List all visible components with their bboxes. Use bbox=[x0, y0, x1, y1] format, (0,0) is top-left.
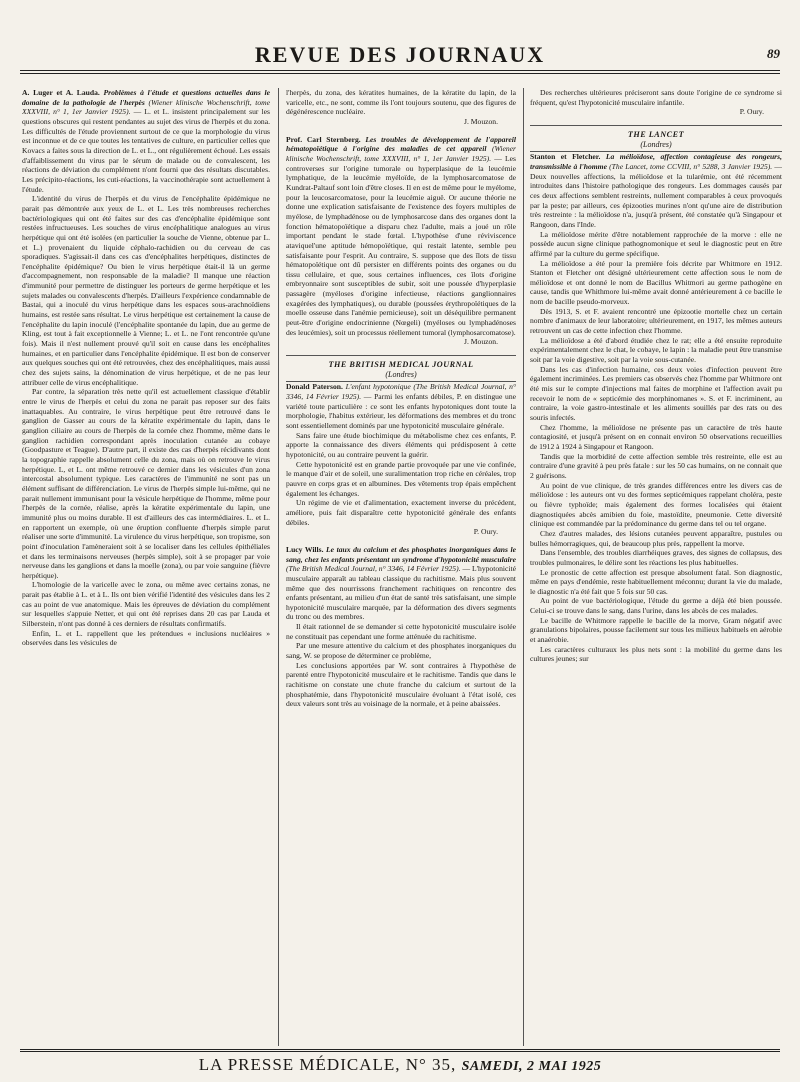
paragraph: La mélioïdose a été pour la première fois décrite par Whitmore en 1912. Stanton et Fletcher ont désigné ultérieurement cette affection sous le nom de mélioïdose et ont donné le nom de Bacillus Whitmori au germe pathogène en cause, tandis que Whithmore lui-même avait donné antérieurement à ce bacille le nom de bacille pseudo-morveux. bbox=[530, 258, 782, 307]
article-title: Les troubles de développement de l'appareil hématopoïétique à l'origine des maladies de cet appareil bbox=[286, 134, 516, 154]
paragraph: Par une mesure attentive du calcium et des phosphates inorganiques du sang, W. se propose de déterminer ce problème, bbox=[286, 641, 516, 661]
column-left bbox=[22, 88, 270, 1046]
journal-section-title: REVUE DES JOURNAUX bbox=[254, 42, 546, 67]
signature: P. Oury. bbox=[473, 527, 498, 537]
column-divider bbox=[523, 88, 524, 1046]
header-rule bbox=[20, 70, 780, 74]
paragraph: L'homologie de la varicelle avec le zona, ou même avec certains zonas, ne parait pas établie à L. et à L. Ils ont bien vérifié l'identité des vésicules dans les 2 cas au point de vue anatomique. Mais les épreuves de déviation du complément sur lesquelles s'appuie Netter, et qui ont été reprises dans 20 cas par Lauda et Silberstein, n'ont pas donné à ces derniers de résultats confirmatifs. bbox=[22, 580, 270, 629]
article-reference: (Wiener klinische Wochenschrift, tome XXXVIII, n° 1, 1er Janvier 1925). bbox=[22, 97, 270, 117]
paragraph: Au point de vue clinique, de très grandes différences entre les divers cas de mélioïdose : les auteurs ont vu des formes septicémiques rappelant choléra, peste ou fièvre typhoïde; mais également des formes localisées qui étaient diagnostiquées abcès amibien du foie, mastoïdite, pneumonie. Cette diversité clinique est commandée par la prédominance du germe dans tel ou tel organe. bbox=[530, 480, 782, 529]
journal-city: (Londres) bbox=[385, 369, 417, 379]
paragraph: Enfin, L. et L. rappellent que les prétendues « inclusions nucléaires » observées dans les vésicules de bbox=[22, 628, 270, 648]
paragraph: Les conclusions apportées par W. sont contraires à l'hypothèse de parenté entre l'hypotonicité musculaire et le rachitisme. Tandis que dans le rachitisme on constate une chute franche du calcium et surtout de la phosphatémie, dans l'hypotonicité musculaire évoluant à l'état isolé, ces deux valeurs sont très au voisinage de la normale, et à peine abaissées. bbox=[286, 660, 516, 709]
paragraph: Sans faire une étude biochimique du métabolisme chez ces enfants, P. apporte la connaissance des divers éléments qui prédisposent à cette hypotonicité, ou au contraire peuvent la guérir. bbox=[286, 430, 516, 459]
paragraph: — Parmi les enfants débiles, P. en distingue une variété toute particulière : ce sont les enfants hypotoniques dont toute la morphologie, l'habitus extérieur, les déformations des membres et du tronc sont essentiellement dominés par une hypotonicité musculaire générale. bbox=[286, 392, 516, 430]
paragraph: Dans l'ensemble, des troubles diarrhéiques graves, des signes de collapsus, des troubles pulmonaires, le délire sont les réactions les plus habituelles. bbox=[530, 548, 782, 567]
article-paterson bbox=[286, 382, 516, 430]
paragraph: Tandis que la morbidité de cette affection semble très restreinte, elle est au contraire d'une gravité à peu près fatale : sur les 50 cas humains, on ne connait que 2 guérisons. bbox=[530, 451, 782, 480]
column-divider bbox=[278, 88, 279, 1046]
article-authors: Stanton et Fletcher. bbox=[530, 152, 601, 162]
article-reference: (The British Medical Journal, n° 3346, 14 Février 1925). bbox=[286, 564, 461, 574]
paragraph: Par contre, la séparation très nette qu'il est actuellement classique d'établir entre le virus de l'herpès et celui du zona ne parait pas reposer sur des faits inattaquables. Au contraire, le virus herpétique peut être retrouvé dans le ganglion de Gasser au cours de la kératite expérimentale du lapin, dans le ganglion ciliaire au cours de l'herpès de la cornée chez l'homme, même dans le ganglion rachidien correspondant après inoculation cutanée au cobaye (Goodpasture et Teague). D'autre part, il existe des cas d'herpès récidivants dont la topographie rappelle absolument celle du zona, mais où on retrouve le virus herpétique. L, et L. ont même retrouvé ce dernier dans les vésicules d'un zona intercostal absolument typique. Les caractères de l'immunité ne sont pas un élément suffisant de différenciation. Le virus de l'herpès simple lui-même, qui ne parait nullement immunisant pour la vésicule herpétique de l'homme, même pour l'herpès de la cornée, réalise, après la kératite expérimentale du lapin, une immunité plus ou moins durable. Il est d'ailleurs des cas intermédiaires. L. et L. en rapportent un exemple, où une éruption confluente d'herpès simple parut réaliser une sorte d'immunité. La virulence du virus herpétique, son tropisme, son point d'inoculation l'amèneraient soit à se localiser dans les cellules épithéliales et dans les terminaisons nerveuses (herpès simple), soit à se propager par voie nerveuse dans les ganglions et dans la moelle (zona), ou par voie sanguine (fièvre herpétique). bbox=[22, 387, 270, 580]
paragraph: Des recherches ultérieures préciseront sans doute l'origine de ce syndrome si fréquent, qu'est l'hypotonicité musculaire infantile. bbox=[530, 88, 782, 107]
paragraph: Un régime de vie et d'alimentation, exactement inverse du précédent, améliore, puis fait disparaître cette hypotonicité générale des enfants débiles. bbox=[286, 498, 516, 527]
article-reference: (Wiener klinische Wochenschrift, tome XXXVIII, n° 1, 1er Janvier 1925). bbox=[286, 144, 516, 163]
paragraph: — Deux nouvelles affections, la mélioïdose et la tularémie, ont été récemment introduites dans l'histoire pathologique des rongeurs. Les dommages causés par ces deux affections semblent restreints, nullement comparables à ceux provoqués par la peste; par ailleurs, ces épizooties murines n'ont qu'une aire de distribution très restreinte : la mélioïdose n'a, jusqu'à présent, été constatée qu'à Singapour et Rangoon, dans l'Inde. bbox=[530, 161, 782, 229]
signature: P. Oury. bbox=[739, 107, 764, 117]
paragraph: — Les controverses sur l'origine tumorale ou hyperplasique de la leucémie lymphatique, de la leucémie myéloïde, de la lymphosarcomatose de Kundrat-Paltauf sont loin d'être closes. Il en est de même pour le myélome, pour la leucosarcomatose, pour la leucémie aiguë. Or aucune théorie ne donne une explication satisfaisante de l'existence des foyers multiples de myélose, de lymphadénose ou de lymphosarcose dans des organes dont la fonction hématopoïétique a disparu chez l'adulte, mais a joué un rôle important pendant le stade fœtal. L'hypothèse d'une réviviscence ataviquel'une aptitude hémopoïétique, qui restait latente, semble peu satisfaisante pour l'esprit. Au contraire, S. suppose que des îlots de tissu hématopoïétique ont dû persister en différents points des organes ou du tissu cellulaire, et que, sous certaines influences, ces îlots d'origine embryonnaire sont susceptibles de subir, soit une poussée d'hyperplasie passagère (myéloses d'origine infectieuse, réactions ganglionnaires exagérées des lymphatiques), ou durable (poussées érythropoïétiques de la moelle osseuse dans l'anémie pernicieuse), soit un déséquilibre permanent peut-être d'origine endocrinienne (Nœgeli) (myéloses ou lymphadénoses des leucémies), soit un processus réellement tumoral (lymphosarcomatose). bbox=[286, 153, 516, 337]
journal-heading-block bbox=[286, 355, 516, 382]
paragraph: Au point de vue bactériologique, l'étude du germe a déjà été bien poussée. Celui-ci se trouve dans le sang, dans l'urine, dans les abcès de ces malades. bbox=[530, 596, 782, 616]
paragraph: La mélioïdose a été d'abord étudiée chez le rat; elle a été ensuite reproduite expérimentalement chez le chat, le cobaye, le lapin : la maladie peut être transmise soit par la voie digestive, soit par la voie sous-cutanée. bbox=[530, 335, 782, 365]
footer-rule bbox=[20, 1049, 780, 1052]
article-title: L'enfant hypotonique bbox=[345, 382, 411, 392]
paragraph: Dès 1913, S. et F. avaient rencontré une épizootie mortelle chez un certain nombre d'animaux de leur laboratoire; ultérieurement, en 1917, les mêmes auteurs retrouvent un cas de cette infection chez l'homme. bbox=[530, 306, 782, 336]
article-sternberg bbox=[286, 135, 516, 338]
article-authors: Lucy Wills. bbox=[286, 544, 324, 554]
article-authors: Donald Paterson. bbox=[286, 382, 343, 392]
journal-name: THE BRITISH MEDICAL JOURNAL bbox=[328, 360, 474, 370]
article-luger-lauda-intro bbox=[22, 88, 270, 194]
paragraph: Le bacille de Whitmore rappelle le bacille de la morve, Gram négatif avec granulations bipolaires, pousse facilement sur tous les milieux habituels en aérobie et anaérobie. bbox=[530, 615, 782, 645]
page-number: 89 bbox=[767, 46, 780, 61]
journal-city: (Londres) bbox=[640, 139, 672, 149]
column-right bbox=[530, 88, 782, 1046]
paragraph: Chez l'homme, la mélioïdose ne présente pas un caractère de très haute contagiosité, et jusqu'à présent on en connait environ 50 observations recueillies de 1912 à 1924 à Singapour et Rangoon. bbox=[530, 422, 782, 451]
paragraph: Il était rationnel de se demander si cette hypotonicité musculaire isolée ne constituait pas cependant une forme atténuée du rachitisme. bbox=[286, 622, 516, 641]
footer-journal: LA PRESSE MÉDICALE, N° 35, bbox=[198, 1055, 457, 1074]
article-title: La mélioïdose, affection contagieuse des rongeurs, transmissible à l'homme bbox=[530, 152, 782, 171]
running-header bbox=[20, 42, 780, 68]
article-authors: A. Luger et A. Lauda. bbox=[22, 88, 100, 97]
signature: J. Mouzon. bbox=[464, 337, 498, 347]
article-wills bbox=[286, 545, 516, 622]
article-title: Le taux du calcium et des phosphates inorganiques dans le sang, chez les enfants présentant un syndrome d'hypotonicité musculaire bbox=[286, 544, 516, 564]
paragraph: La mélioïdose mérite d'être notablement rapprochée de la morve : elle ne possède aucun signe clinique pathognomonique et seul le diagnostic peut en être affirmé par la culture du germe spécifique. bbox=[530, 229, 782, 258]
signature: J. Mouzon. bbox=[464, 116, 498, 126]
column-middle bbox=[286, 88, 516, 1046]
paragraph: Les caractères culturaux les plus nets sont : la mobilité du germe dans les cultures jeunes; sur bbox=[530, 644, 782, 664]
paragraph: — L. et L. insistent principalement sur les questions obscures qui restent pendantes au sujet des virus de l'herpès et du zona. Les difficultés de l'étude proviennent surtout de ce que la morphologie du virus est inconnue et de ce que toutes les tentatives de culture, en particulier celles que Kovacs a faites sous la direction de L. et L., ont régulièrement échoué. Les essais d'affaiblissement du virus par le sérum de malade ou de convalescent, les réactions de déviation du complément n'ont fourni que des résultats discutables. Les précipito-réactions, les cuti-réactions, la vaccinothérapie sont actuellement à l'étude. bbox=[22, 107, 270, 194]
article-reference: (The British Medical Journal, n° 3346, 14 Février 1925). bbox=[286, 382, 516, 402]
journal-heading-block bbox=[530, 125, 782, 152]
footer-date: SAMEDI, 2 MAI 1925 bbox=[461, 1059, 602, 1074]
article-stanton-fletcher bbox=[530, 152, 782, 229]
journal-name: THE LANCET bbox=[627, 129, 685, 139]
paragraph: l'herpès, du zona, des kératites humaines, de la kératite du lapin, de la varicelle, etc., ne sont, comme ils l'ont toujours soutenu, que des figures de dégénérescence nucléaire. bbox=[286, 88, 516, 117]
paragraph: Chez d'autres malades, des lésions cutanées peuvent apparaître, pustules ou bulles hémorragiques, qui, de beaucoup plus près, rappellent la morve. bbox=[530, 528, 782, 548]
paragraph: L'identité du virus de l'herpès et du virus de l'encéphalite épidémique ne parait pas démontrée aux yeux de L. et L. Les très nombreuses recherches bactériologiques qui ont été faites sur des cas d'encéphalite épidémique sont restées infructueuses. Les souches de virus encéphalitique analogues au virus herpétique qui ont été isolées (en particulier la souche de Vienne, obtenue par L. et L.) provenaient du liquide céphalo-rachidien ou du cerveau de cas sporadiques. S'agissait-il dans ces cas d'encéphalites herpétiques, distinctes de l'encéphalite épidémique? Ou bien le virus herpétique était-il là un germe d'accompagnement, non responsable de la maladie? Il manque une réaction d'immunité pour permettre de distinguer les porteurs de germe herpétique et les sujets malades ou convalescents d'herpès. D'ailleurs l'expérience condamnable de Bastai, qui a inoculé du virus herpétique dans les espaces sous-arachnoïdiens humains, est restée sans résultat. Le virus herpétique est certainement la cause de l'encéphalite du lapin inoculé (l'encéphalite spontanée du lapin, due au germe de Kling, est tout à fait exceptionnelle à Vienne; L. et L. ne l'ont rencontrée qu'une fois). Mais il n'est nullement prouvé qu'il soit en cause dans les encéphalites humaines, et en particulier dans l'encéphalite épidémique. Il est bon de conserver aux quelques souches qui ont été retrouvées, chez des encéphalitiques, mais aussi chez des sujets sains, la dénomination de virus herpétique, et de ne pas leur attribuer celle de virus encéphalitique. bbox=[22, 194, 270, 387]
article-reference: (The Lancet, tome CCVIII, n° 5288, 3 Janvier 1925). bbox=[609, 161, 773, 171]
article-title: Problèmes à l'étude et questions actuelles dans le domaine de la pathologie de l'herpès bbox=[22, 88, 270, 107]
article-authors: Prof. Carl Sternberg. bbox=[286, 134, 361, 144]
paragraph: Cette hypotonicité est en grande partie provoquée par une vie confinée, le manque d'air et de soleil, une suralimentation trop riche en céréales, trop pauvre en corps gras et en albumines. Des vêtements trop épais empêchent également les échanges. bbox=[286, 459, 516, 498]
paragraph: Dans les cas d'infection humaine, ces deux voies d'infection peuvent être également incriminées. Les premiers cas observés chez l'homme par Whitmore ont été mis sur le compte d'injections mal faites de morphine et l'affection avait pu recevoir le nom de « septicémie des morphinomanes ». S. et F. incriminent, au contraire, la voie gastro-intestinale et les aliments souillés par des rats ou des souris infectés. bbox=[530, 364, 782, 422]
page-footer bbox=[0, 1055, 800, 1075]
paragraph: — L'hypotonicité musculaire apparaît au tableau classique du rachitisme. Mais plus souvent même que des nourrissons franchement rachitiques on rencontre des enfants présentant, au milieu d'un état de santé très satisfaisant, une simple hypotonicité musculaire marquée, par la déformation des divers segments du tronc ou des membres. bbox=[286, 564, 516, 622]
paragraph: Le pronostic de cette affection est presque absolument fatal. Son diagnostic, même en pays d'endémie, reste habituellement méconnu; durant la vie du malade, le diagnostic n'a été fait que 5 fois sur 50 cas. bbox=[530, 567, 782, 596]
